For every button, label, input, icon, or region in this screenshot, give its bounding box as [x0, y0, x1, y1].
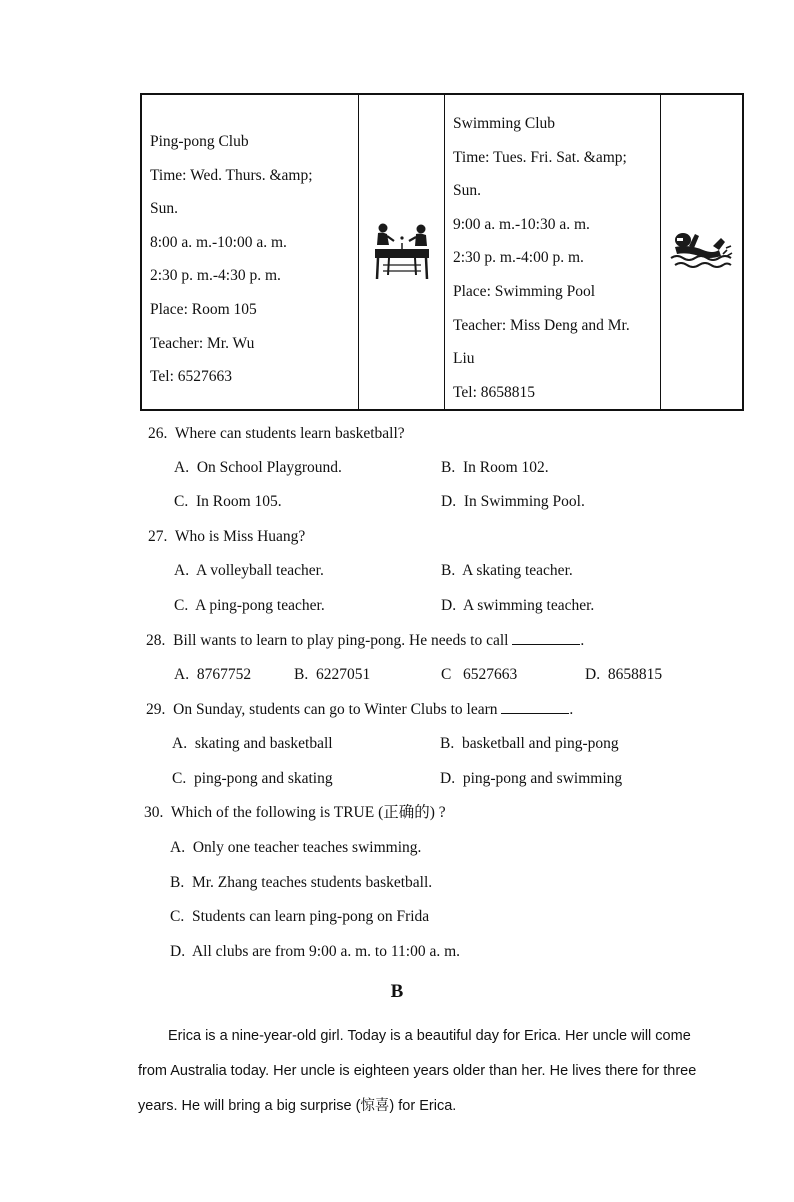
option-27c: C. A ping-pong teacher. — [174, 597, 325, 614]
question-number: 28. — [146, 632, 166, 649]
option-27d: D. A swimming teacher. — [441, 597, 595, 614]
question-27 — [148, 527, 305, 547]
option-27a: A. A volleyball teacher. — [174, 562, 324, 579]
question-28: 28. Bill wants to learn to play ping-pong. He needs to call . — [146, 632, 585, 649]
swimmer-icon — [669, 228, 735, 276]
question-26 — [148, 424, 405, 444]
section-title: B — [390, 981, 404, 1002]
club-detail: Teacher: Mr. Wu — [150, 334, 255, 352]
option-26b: B. In Room 102. — [441, 459, 549, 476]
club-detail: Tel: 6527663 — [150, 368, 233, 386]
club-name: Swimming Club — [453, 115, 556, 132]
option-30c: C. Students can learn ping-pong on Frida — [170, 908, 430, 925]
club-detail: Time: Wed. Thurs. &amp; — [150, 166, 313, 184]
club-table — [140, 93, 744, 411]
option-26d: D. In Swimming Pool. — [441, 493, 585, 510]
club-detail: Liu — [453, 350, 475, 368]
ping-pong-club-info — [142, 95, 358, 409]
option-29b: B. basketball and ping-pong — [440, 735, 619, 752]
swimming-image-cell — [660, 95, 742, 409]
option-28d: D. 8658815 — [585, 666, 663, 683]
passage-text: Erica is a nine-year-old girl. Today is a beautiful day for Erica. Her uncle will come from Australia today. Her uncle is eighteen years older than her. He lives there for three years. He will bring a big surprise (惊喜) for Erica. — [138, 1028, 697, 1114]
option-29d: D. ping-pong and swimming — [440, 770, 623, 787]
swimming-club-info — [444, 95, 660, 409]
option-26c: C. In Room 105. — [174, 493, 282, 510]
option-30d: D. All clubs are from 9:00 a. m. to 11:00 a. m. — [170, 943, 461, 960]
question-number: 29. — [146, 701, 166, 718]
ping-pong-image-cell — [358, 95, 444, 409]
question-text: Who is Miss Huang? — [174, 528, 306, 545]
option-26a: A. On School Playground. — [174, 459, 342, 476]
question-30 — [144, 803, 446, 823]
club-detail: 9:00 a. m.-10:30 a. m. — [453, 215, 590, 233]
club-name: Ping-pong Club — [150, 133, 249, 150]
club-detail: Tel: 8658815 — [453, 383, 536, 401]
club-detail: 2:30 p. m.-4:30 p. m. — [150, 267, 281, 285]
question-29: 29. On Sunday, students can go to Winter Clubs to learn . — [146, 701, 574, 718]
option-28b: B. 6227051 — [294, 666, 371, 683]
club-detail: Place: Swimming Pool — [453, 282, 596, 300]
option-30a: A. Only one teacher teaches swimming. — [170, 839, 422, 856]
club-detail: Teacher: Miss Deng and Mr. — [453, 316, 630, 334]
question-number: 27. — [148, 528, 168, 545]
option-27b: B. A skating teacher. — [441, 562, 573, 579]
option-28c: C 6527663 — [441, 666, 518, 683]
club-detail: 8:00 a. m.-10:00 a. m. — [150, 233, 287, 251]
question-text: On Sunday, students can go to Winter Clubs to learn — [173, 701, 498, 718]
option-29c: C. ping-pong and skating — [172, 770, 333, 787]
club-detail: Sun. — [453, 182, 481, 200]
club-detail: Sun. — [150, 200, 178, 218]
question-text: Bill wants to learn to play ping-pong. He needs to call — [173, 632, 509, 649]
club-detail: 2:30 p. m.-4:00 p. m. — [453, 249, 584, 267]
club-detail: Time: Tues. Fri. Sat. &amp; — [453, 148, 627, 166]
question-text: Which of the following is TRUE (正确的) ? — [170, 804, 446, 821]
question-number: 30. — [144, 804, 164, 821]
option-30b: B. Mr. Zhang teaches students basketball. — [170, 874, 433, 891]
question-number: 26. — [148, 425, 168, 442]
question-text: Where can students learn basketball? — [174, 425, 405, 442]
club-detail: Place: Room 105 — [150, 300, 257, 318]
answer-blank — [512, 630, 580, 645]
option-29a: A. skating and basketball — [172, 735, 333, 752]
reading-passage — [138, 1019, 718, 1124]
ping-pong-players-icon — [369, 221, 435, 283]
option-28a: A. 8767752 — [174, 666, 252, 683]
answer-blank — [501, 699, 569, 714]
